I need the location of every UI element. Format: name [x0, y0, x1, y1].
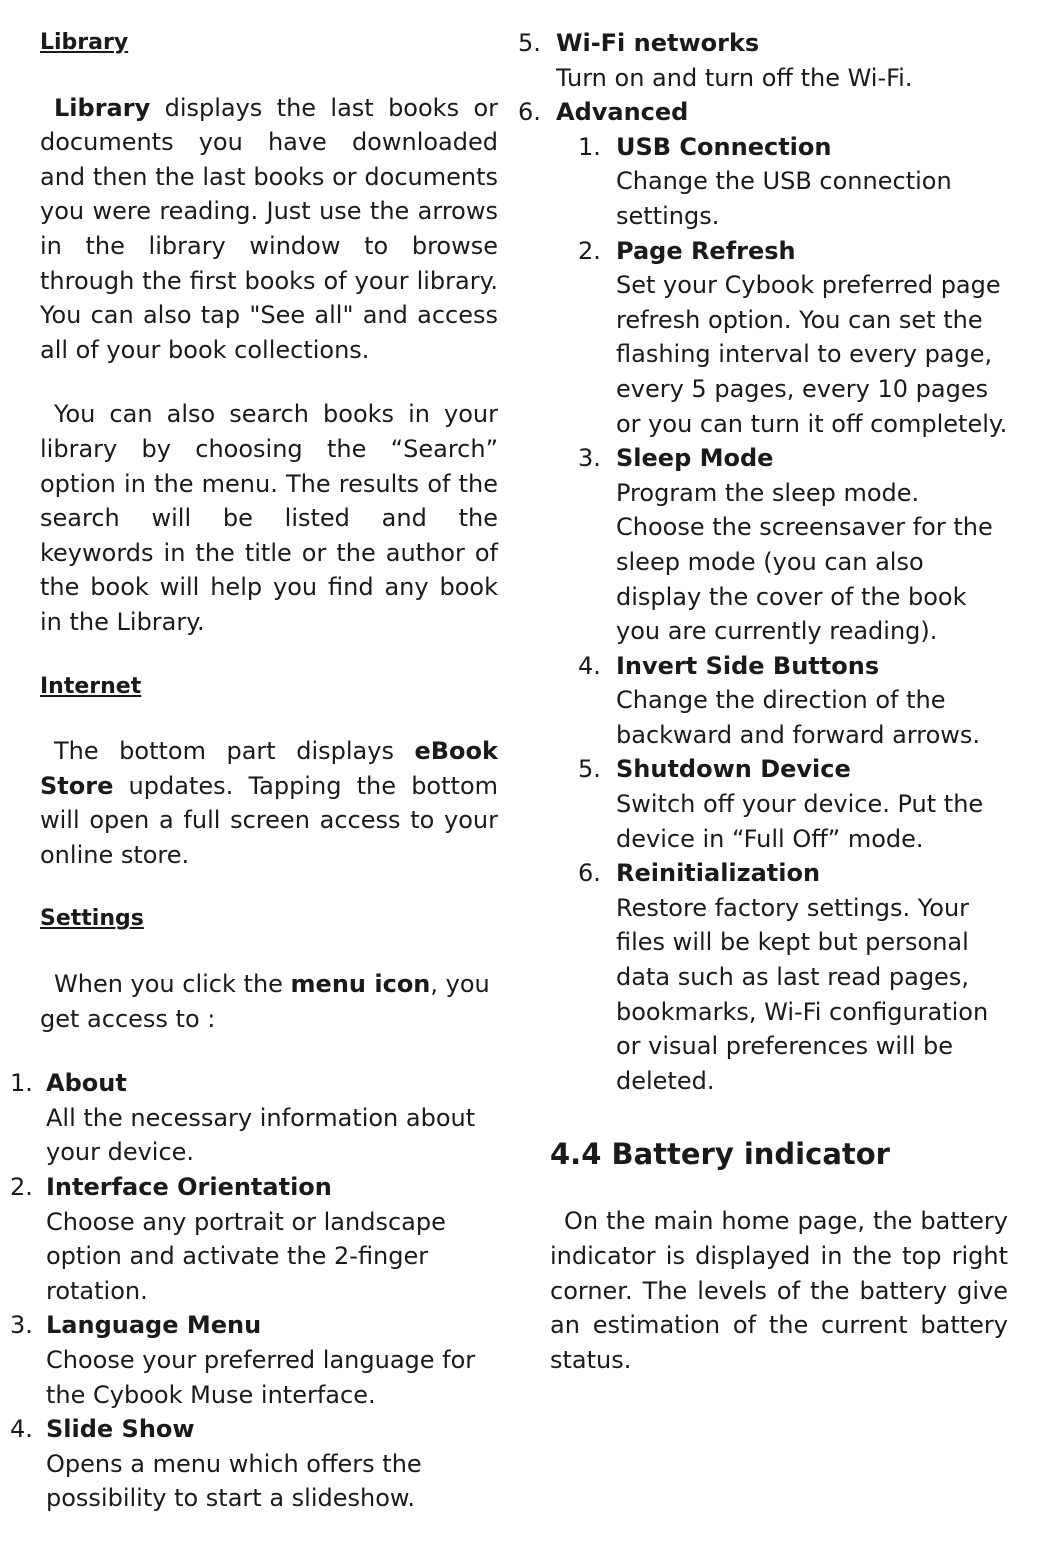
battery-heading: 4.4 Battery indicator: [550, 1137, 890, 1172]
settings-list: [10, 1066, 498, 1516]
list-item: 2. Interface Orientation Choose any portrait or landscape option and activate the 2-finger rotation.: [10, 1173, 446, 1305]
sub-list-item: 1. USB Connection Change the USB connection settings.: [578, 132, 952, 230]
library-heading: Library: [40, 30, 129, 55]
settings-heading: Settings: [40, 906, 144, 932]
left-column: [10, 26, 498, 1516]
right-column: [518, 26, 1008, 1377]
list-item: 1. About All the necessary information about your device.: [10, 1069, 476, 1167]
list-item: 5. Wi-Fi networks Turn on and turn off the Wi-Fi.: [518, 29, 913, 92]
settings-paragraph: When you click the menu icon, you get access to :: [40, 970, 490, 1033]
battery-paragraph: On the main home page, the battery indicator is displayed in the top right corner. The levels of the battery give an estimation of the current battery status.: [550, 1207, 1008, 1374]
list-item: 6. Advanced: [518, 98, 689, 127]
advanced-sublist: [518, 130, 1008, 1099]
list-item: 3. Language Menu Choose your preferred language for the Cybook Muse interface.: [10, 1311, 476, 1409]
internet-heading: Internet: [40, 673, 142, 699]
sub-list-item: 2. Page Refresh Set your Cybook preferred page refresh option. You can set the flashing interval to every page, every 5 pages, every 10 pages or you can turn it off completely.: [578, 236, 1008, 438]
sub-list-item: 3. Sleep Mode Program the sleep mode. Choose the screensaver for the sleep mode (you can also display the cover of the book you are currently reading).: [578, 444, 993, 646]
sub-list-item: 5. Shutdown Device Switch off your device. Put the device in “Full Off” mode.: [578, 755, 984, 853]
library-text: displays the last books or documents you have downloaded and then the last books or documents you were reading. Just use the arrows in the library window to browse through the first books of your library. You can also tap "See all" and access all of your book collections.: [40, 93, 498, 364]
internet-paragraph: The bottom part displays eBook Store updates. Tapping the bottom will open a full screen access to your online store.: [40, 737, 498, 869]
library-paragraph-1: [40, 91, 498, 368]
library-paragraph-2: You can also search books in your library by choosing the “Search” option in the menu. The results of the search will be listed and the keywords in the title or the author of the book will help you find any book in the Library.: [40, 400, 498, 636]
list-item: 4. Slide Show Opens a menu which offers the possibility to start a slideshow.: [10, 1415, 422, 1513]
library-bold: Library: [54, 93, 151, 122]
settings-list-continued: [518, 26, 1008, 130]
sub-list-item: 4. Invert Side Buttons Change the direction of the backward and forward arrows.: [578, 651, 981, 749]
sub-list-item: 6. Reinitialization Restore factory settings. Your files will be kept but personal data such as last read pages, bookmarks, Wi-Fi configuration or visual preferences will be deleted.: [578, 859, 989, 1095]
